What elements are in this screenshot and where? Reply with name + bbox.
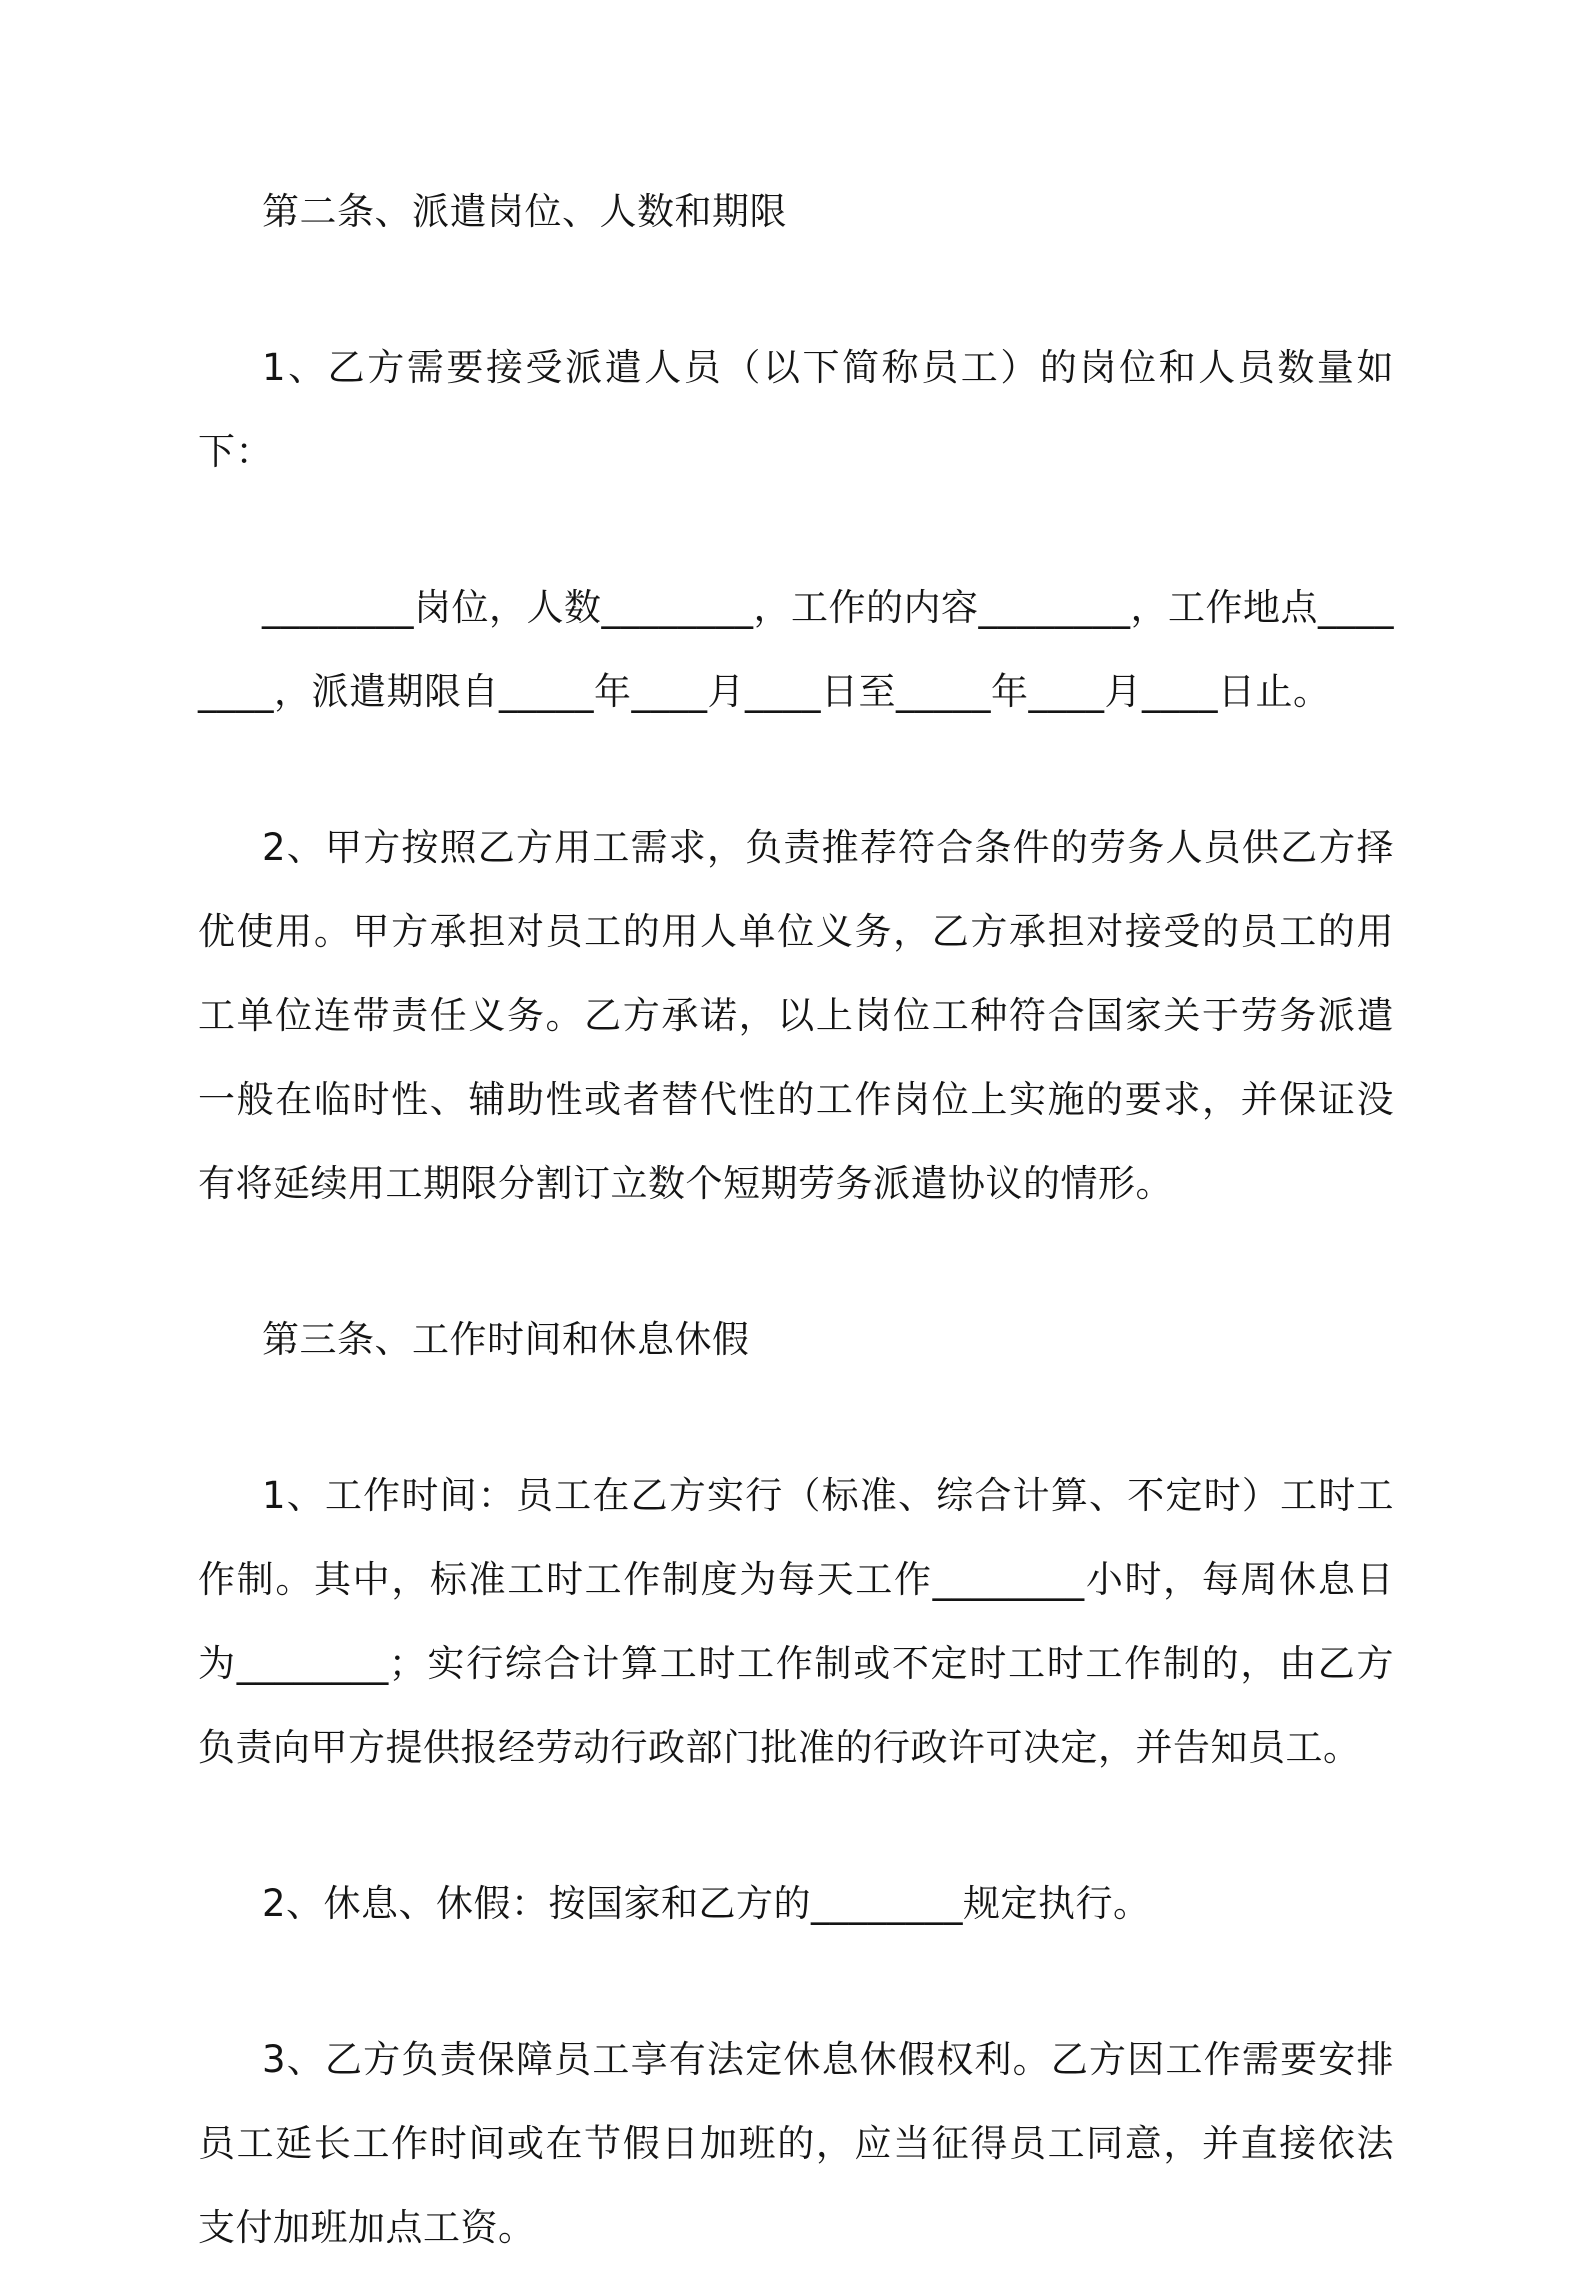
article-3-clause-1: 1、工作时间：员工在乙方实行（标准、综合计算、不定时）工时工作制。其中，标准工时工作制度为每天工作________小时，每周休息日为________；实行综合计算工时工作制或不定时工时工作制的，由乙方负责向甲方提供报经劳动行政部门批准的行政许可决定，并告知员工。 [198, 1474, 1394, 1769]
article-3-clause-3: 3、乙方负责保障员工享有法定休息休假权利。乙方因工作需要安排员工延长工作时间或在节假日加班的，应当征得员工同意，并直接依法支付加班加点工资。 [198, 2038, 1394, 2249]
article-3-heading: 第三条、工作时间和休息休假 [262, 1318, 750, 1361]
article-2-heading: 第二条、派遣岗位、人数和期限 [262, 190, 787, 233]
document-page [198, 170, 1394, 2270]
article-2-clause-2: 2、甲方按照乙方用工需求，负责推荐符合条件的劳务人员供乙方择优使用。甲方承担对员工的用人单位义务，乙方承担对接受的员工的用工单位连带责任义务。乙方承诺，以上岗位工种符合国家关于劳务派遣一般在临时性、辅助性或者替代性的工作岗位上实施的要求，并保证没有将延续用工期限分割订立数个短期劳务派遣协议的情形。 [198, 826, 1394, 1205]
article-2-clause-1-intro: 1、乙方需要接受派遣人员（以下简称员工）的岗位和人员数量如下： [198, 346, 1394, 473]
article-2-clause-1-detail: ________岗位，人数________，工作的内容________，工作地点________，派遣期限自_____年____月____日至_____年____月____日止。 [198, 586, 1394, 713]
article-3-clause-2: 2、休息、休假：按国家和乙方的________规定执行。 [262, 1882, 1151, 1925]
